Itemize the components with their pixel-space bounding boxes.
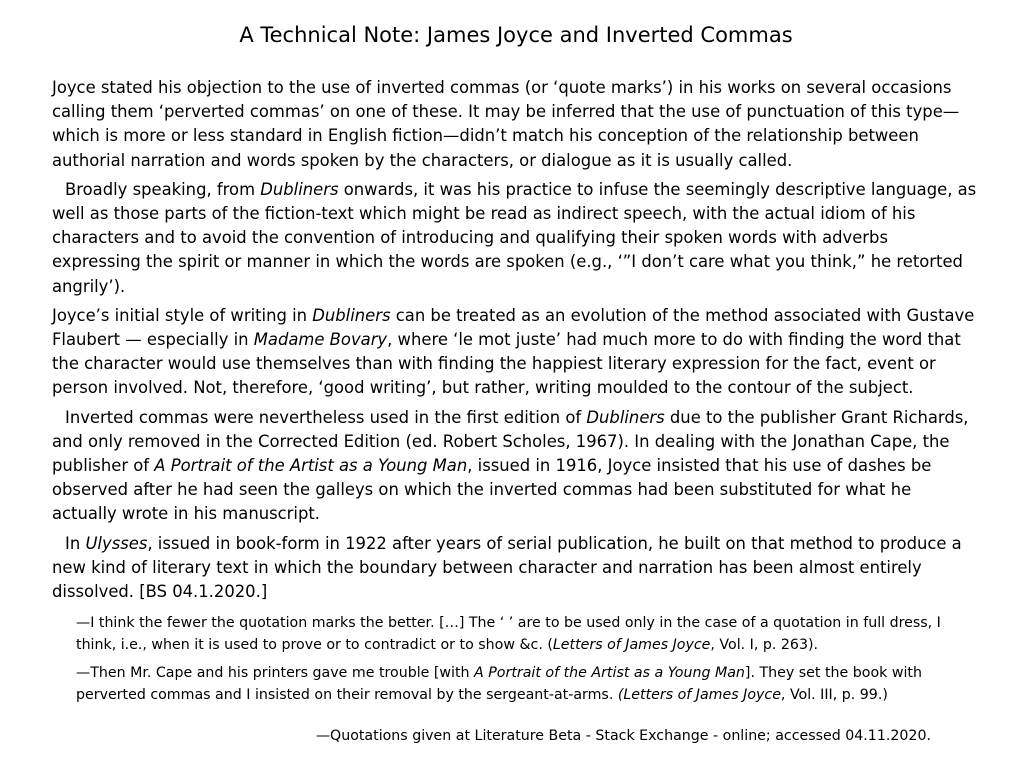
paragraph-2: [52, 178, 980, 299]
quotation-1: [76, 613, 956, 656]
italic-title: A Portrait of the Artist as a Young Man: [154, 456, 468, 476]
text-run: —I think the fewer the quotation marks the better. […] The ‘ ’ are to be used only in the case of a quotation in full dress, I think, i.e., when it is used to prove or to contradict or to show &c. (: [76, 615, 941, 653]
text-run: In: [65, 533, 86, 553]
text-run: Joyce’s initial style of writing in: [52, 305, 313, 325]
paragraph-3: [52, 304, 980, 401]
text-run: —Then Mr. Cape and his printers gave me trouble [with: [76, 665, 475, 681]
italic-title: Madame Bovary: [253, 330, 388, 350]
text-run: , Vol. III, p. 99.): [780, 686, 888, 703]
text-run: , issued in 1916, Joyce insisted that his use of dashes be observed after he had seen the galleys on which the inverted commas had been substituted for what he actually wrote in his manuscript.: [52, 456, 932, 524]
quotations-block: [76, 613, 956, 713]
text-run: Inverted commas were nevertheless used in the first edition of: [65, 407, 587, 427]
quotation-2: [76, 663, 956, 706]
page-title: A Technical Note: James Joyce and Inverted Commas: [239, 23, 793, 47]
text-run: can be treated as an evolution of the method associated with Gustave Flaubert — especially in: [52, 305, 975, 350]
text-run: , where ‘le mot juste’ had much more to do with finding the word that the character would use themselves than with finding the happiest literary expression for the fact, event or person involved. Not, therefore, ‘good writing’, but rather, writing moulded to the contour of the subject.: [52, 330, 961, 398]
italic-title: (Letters of James Joyce: [617, 686, 781, 703]
paragraph-5: [52, 532, 980, 605]
text-run: Joyce stated his objection to the use of inverted commas (or ‘quote marks’) in his works on several occasions calling them ‘perverted commas’ on one of these. It may be inferred that the use of punctuation of this type—which is more or less standard in English fiction—didn’t match his conception of the relationship between authorial narration and words spoken by the characters, or dialogue as it is usually called.: [52, 78, 960, 170]
italic-title: Dubliners: [586, 407, 665, 427]
body-text: [52, 76, 980, 609]
text-run: , Vol. I, p. 263).: [710, 636, 819, 653]
text-run: onwards, it was his practice to infuse the seemingly descriptive language, as well as those parts of the fiction-text which might be read as indirect speech, with the actual idiom of his characters and to avoid the convention of introducing and qualifying their spoken words with adverbs expressing the spirit or manner in which the words are spoken (e.g., ‘”I don’t care what you think,” he retorted angrily’).: [52, 179, 977, 296]
text-run: ]. They set the book with perverted commas and I insisted on their removal by the sergeant-at-arms.: [76, 665, 922, 703]
paragraph-1: [52, 76, 980, 173]
text-run: , issued in book-form in 1922 after years of serial publication, he built on that method to produce a new kind of literary text in which the boundary between character and narration has been almost entirely dissolved. [BS 04.1.2020.]: [52, 533, 962, 602]
text-run: Broadly speaking, from: [65, 179, 261, 199]
text-run: due to the publisher Grant Richards, and only removed in the Corrected Edition (ed. Robert Scholes, 1967). In dealing with the Jonathan Cape, the publisher of: [52, 407, 969, 476]
paragraph-4: [52, 406, 980, 527]
source-citation: —Quotations given at Literature Beta - Stack Exchange - online; accessed 04.11.2020.: [315, 728, 931, 744]
italic-title: Letters of James Joyce: [552, 636, 711, 653]
italic-title: Ulysses: [85, 533, 148, 553]
italic-title: Dubliners: [312, 305, 391, 325]
italic-title: Dubliners: [260, 179, 339, 199]
italic-title: A Portrait of the Artist as a Young Man: [474, 665, 745, 681]
